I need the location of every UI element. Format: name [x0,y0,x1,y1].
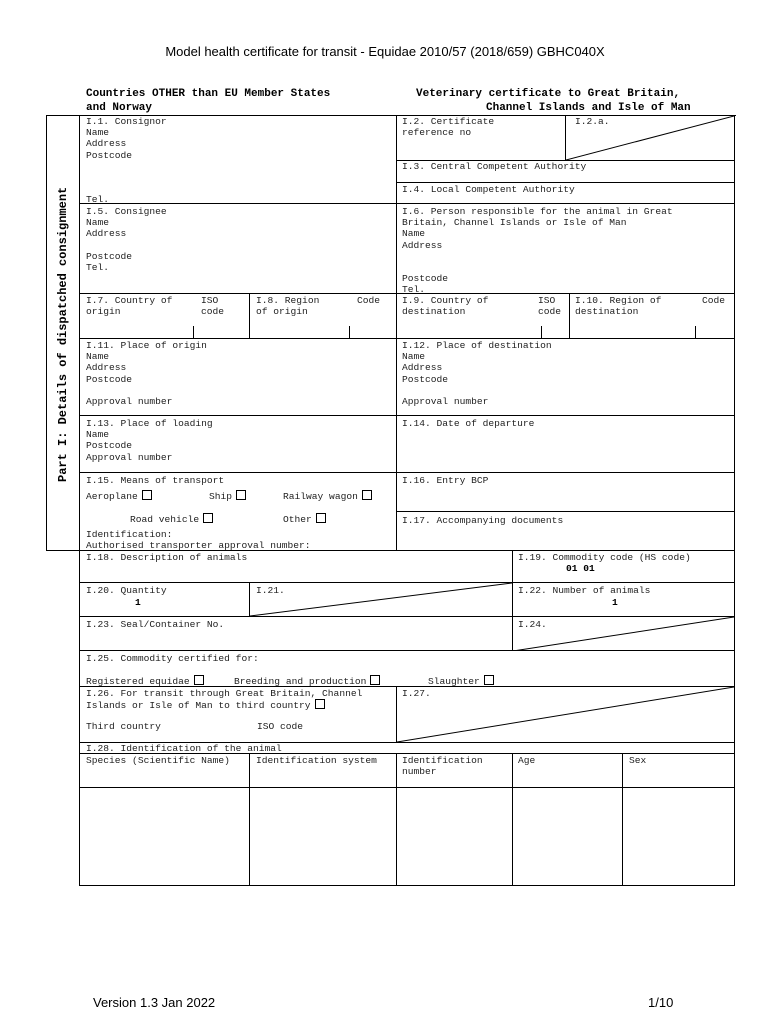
box-identification-animal: I.28. Identification of the animal [86,743,282,754]
document-title: Model health certificate for transit - Equidae 2010/57 (2018/659) GBHC040X [165,44,605,59]
box-transit-third-country[interactable]: I.26. For transit through Great Britain, Channel Islands or Isle of Man to third country [86,688,363,712]
column-id-number: Identification number [402,755,483,778]
column-id-system: Identification system [256,755,377,766]
iso-code-label: ISO code [257,721,304,732]
transport-identification[interactable]: Identification: Authorised transporter approval number: [86,529,311,552]
transport-road[interactable]: Road vehicle [130,513,213,525]
box-description-animals[interactable]: I.18. Description of animals [86,552,248,563]
box-country-origin[interactable]: I.7. Country of origin [86,295,173,318]
box-region-origin-code: Code [357,295,381,306]
box-commodity-certified: I.25. Commodity certified for: [86,653,259,664]
box-country-destination[interactable]: I.9. Country of destination [402,295,489,318]
checkbox-railway[interactable] [362,490,372,500]
part-label: Part I: Details of dispatched consignment [56,186,70,482]
certified-breeding[interactable]: Breeding and production [234,675,380,687]
column-age: Age [518,755,536,766]
box-i21: I.21. [256,585,285,596]
subtitle-certificate-2: Channel Islands and Isle of Man [486,102,691,114]
checkbox-other[interactable] [316,513,326,523]
box-place-loading[interactable]: I.13. Place of loading Name Postcode Approval number [86,418,213,463]
subtitle-countries-2: and Norway [86,102,153,114]
box-region-destination[interactable]: I.10. Region of destination [575,295,662,318]
transport-railway[interactable]: Railway wagon [283,490,372,502]
quantity-value: 1 [135,597,141,608]
box-region-destination-code: Code [702,295,726,306]
box-commodity-code: I.19. Commodity code (HS code) [518,552,691,563]
column-sex: Sex [629,755,647,766]
third-country-label: Third country [86,721,161,732]
box-person-responsible-tail[interactable]: Postcode Tel. [402,273,449,296]
page-number: 1/10 [648,995,674,1010]
checkbox-ship[interactable] [236,490,246,500]
box-country-destination-iso: ISO code [538,295,562,318]
commodity-code-value: 01 01 [566,563,595,574]
box-i27: I.27. [402,688,431,699]
subtitle-countries: Countries OTHER than EU Member States [86,88,331,100]
box-consignee[interactable]: I.5. Consignee Name Address Postcode Tel. [86,206,167,274]
box-seal-container[interactable]: I.23. Seal/Container No. [86,619,225,630]
box-country-origin-iso: ISO code [201,295,225,318]
subtitle-certificate: Veterinary certificate to Great Britain, [416,88,681,100]
transport-other[interactable]: Other [283,513,326,525]
version-label: Version 1.3 Jan 2022 [93,995,216,1010]
certified-registered[interactable]: Registered equidae [86,675,204,687]
checkbox-road[interactable] [203,513,213,523]
box-place-destination[interactable]: I.12. Place of destination Name Address Postcode Approval number [402,340,552,408]
box-consignor[interactable]: I.1. Consignor Name Address Postcode [86,116,167,161]
box-number-animals: I.22. Number of animals [518,585,651,596]
number-animals-value: 1 [612,597,618,608]
box-date-departure[interactable]: I.14. Date of departure [402,418,535,429]
box-accompanying-docs[interactable]: I.17. Accompanying documents [402,515,564,526]
box-quantity: I.20. Quantity [86,585,167,596]
transport-aeroplane[interactable]: Aeroplane [86,490,152,502]
box-central-authority[interactable]: I.3. Central Competent Authority [402,161,587,172]
column-species: Species (Scientific Name) [86,755,230,766]
box-person-responsible[interactable]: I.6. Person responsible for the animal in Great Britain, Channel Islands or Isle of Man Name Address [402,206,673,251]
box-certificate-ref[interactable]: I.2. Certificate reference no [402,116,495,139]
checkbox-slaughter[interactable] [484,675,494,685]
box-entry-bcp[interactable]: I.16. Entry BCP [402,475,489,486]
box-means-transport: I.15. Means of transport [86,475,225,486]
transport-ship[interactable]: Ship [209,490,246,502]
box-consignor-tel[interactable]: Tel. [86,194,110,205]
checkbox-registered-equidae[interactable] [194,675,204,685]
box-i2a: I.2.a. [575,116,610,127]
certified-slaughter[interactable]: Slaughter [428,675,494,687]
checkbox-aeroplane[interactable] [142,490,152,500]
checkbox-breeding[interactable] [370,675,380,685]
checkbox-transit-third-country[interactable] [315,699,325,709]
box-region-origin[interactable]: I.8. Region of origin [256,295,320,318]
box-local-authority[interactable]: I.4. Local Competent Authority [402,184,575,195]
box-place-origin[interactable]: I.11. Place of origin Name Address Postcode Approval number [86,340,207,408]
box-i24: I.24. [518,619,547,630]
